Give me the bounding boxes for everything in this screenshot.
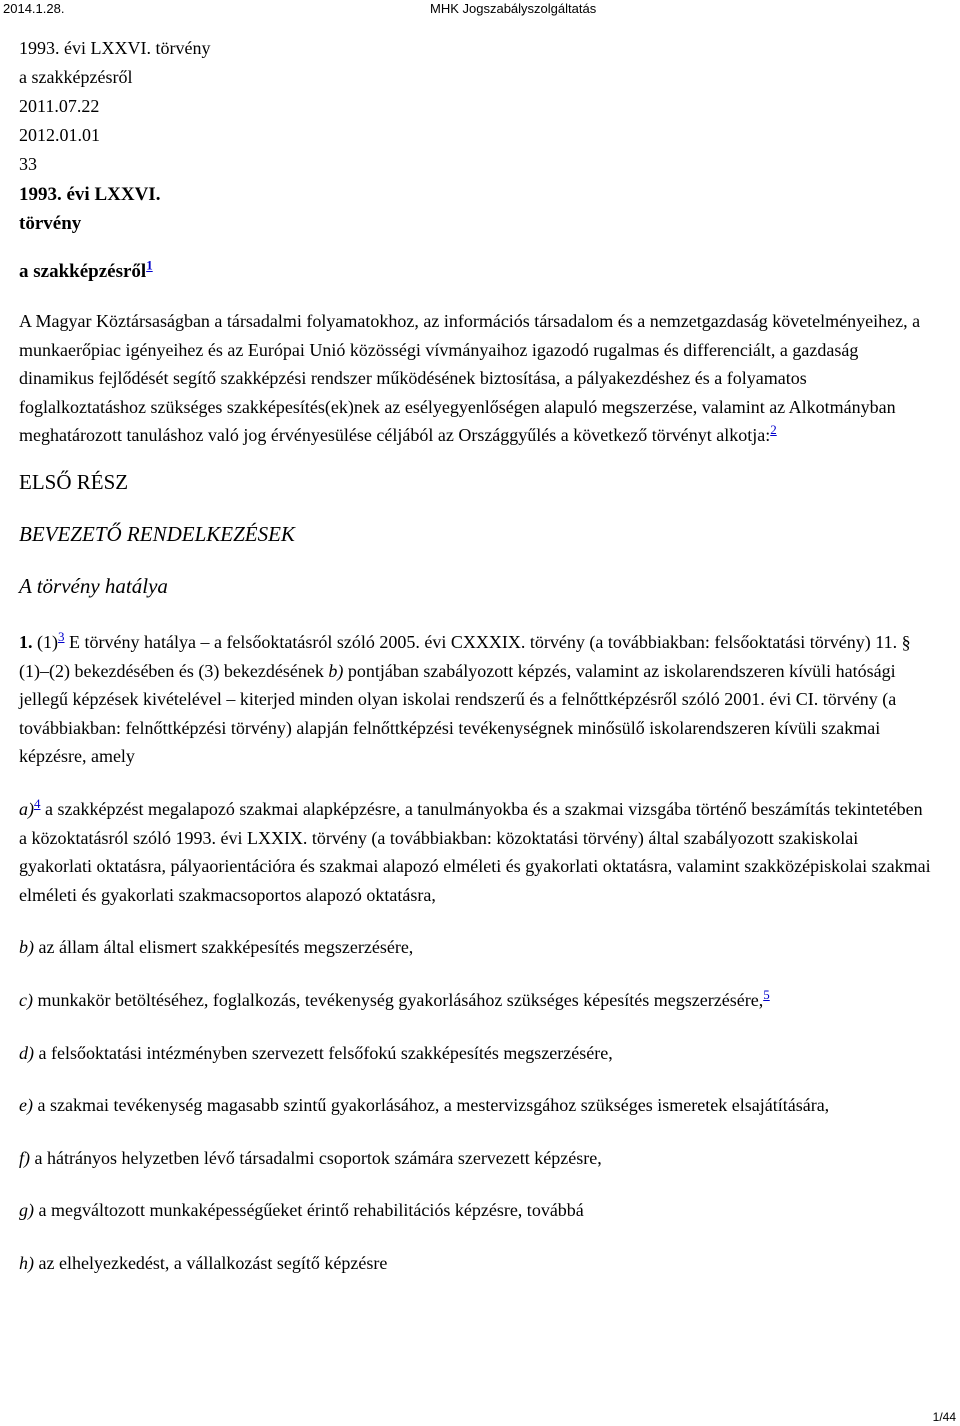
item-text: az elhelyezkedést, a vállalkozást segítő képzésre (34, 1252, 388, 1273)
section-title: A törvény hatálya (19, 573, 168, 598)
subsection-number: (1) (37, 631, 58, 652)
item-text: a szakképzést megalapozó szakmai alapképzésre, a tanulmányokba és a szakmai vizsgába történő beszámítás tekintetében a közoktatásról szóló 1993. évi LXXIX. törvény (a továbbiakban: közoktatási törvény) által szabályozott szakiskolai gyakorlati oktatásra, pályaorientációra és szakmai alapozó elméleti és gyakorlati oktatásra, valamint szakközépiskolai szakmai elméleti és gyakorlati szakmacsoportos alapozó oktatásra, (19, 798, 931, 905)
document-meta (19, 34, 934, 179)
preamble-text: A Magyar Köztársaságban a társadalmi folyamatokhoz, az információs társadalom és a nemzetgazdaság követelményeihez, a munkaerőpiac igényeihez és az Európai Unió közösségi vívmányaihoz igazodó rugalmas és differenciált, a gazdaság dinamikus fejlődését segítő szakképzési rendszer működésének biztosítása, a pályakezdéshez és a folyamatos foglalkoztatáshoz szükséges szakképesítés(ek)nek az esélyegyenlőségen alapuló megszerzése, valamint az Alkotmányban meghatározott tanuláshoz való jog érvényesülése céljából az Országgyűlés a következő törvényt alkotja: (19, 311, 921, 446)
meta-date-from: 2011.07.22 (19, 96, 100, 116)
section-1-text-a: E törvény hatálya – a felsőoktatásról szóló 2005. évi CXXXIX. törvény (a továbbiakban: felsőoktatási törvény) 11. § (1)–(2) bekezdésében és (3) bekezdésének (19, 631, 911, 681)
item-text: a szakmai tevékenység magasabb szintű gyakorlásához, a mestervizsgához szükséges ismeretek elsajátítására, (32, 1095, 830, 1116)
page-number: 1/44 (932, 1410, 956, 1424)
list-item (19, 1091, 934, 1120)
item-text: az állam által elismert szakképesítés megszerzésére, (34, 937, 414, 958)
item-label: g) (19, 1200, 34, 1221)
item-label: d) (19, 1042, 34, 1063)
meta-date-to: 2012.01.01 (19, 125, 100, 145)
footnote-link[interactable]: 4 (34, 795, 41, 811)
meta-subtitle: a szakképzésről (19, 67, 133, 87)
item-label: a) (19, 798, 34, 819)
list-item (19, 1144, 934, 1173)
act-title-line2: törvény (19, 213, 82, 234)
list-item (19, 795, 934, 909)
act-subtitle-text: a szakképzésről (19, 261, 147, 282)
act-title-line1: 1993. évi LXXVI. (19, 184, 161, 205)
item-text: a felsőoktatási intézményben szervezett felsőfokú szakképesítés megszerzésére, (34, 1042, 613, 1063)
act-title (19, 180, 934, 238)
item-label: e) (19, 1095, 33, 1116)
part-title: ELSŐ RÉSZ (19, 469, 129, 494)
item-label: f) (19, 1147, 30, 1168)
footnote-link[interactable]: 3 (58, 628, 65, 644)
list-item (19, 1039, 934, 1068)
meta-title: 1993. évi LXXVI. törvény (19, 38, 211, 58)
item-label: b) (19, 937, 34, 958)
section-1-text-c: pontjában szabályozott képzés, valamint az iskolarendszeren kívüli hatósági jellegű képzések kivételével – kiterjed minden olyan iskolai rendszerű és a felnőttképzésről szóló 2001. évi CI. törvény (a továbbiakban: felnőttképzési törvény) alapján felnőttképzési tevékenységnek minősülő iskolarendszeren kívüli szakmai képzésre, amely (19, 660, 897, 767)
list-item (19, 1196, 934, 1225)
site-name: MHK Jogszabályszolgáltatás (430, 1, 597, 16)
list-item (19, 933, 934, 962)
list-item (19, 986, 934, 1015)
section-1-paragraph (19, 628, 934, 771)
print-date: 2014.1.28. (3, 1, 65, 16)
list-item (19, 1249, 934, 1278)
item-list (19, 795, 934, 1278)
print-header (0, 0, 960, 20)
document-body (19, 34, 934, 1277)
section-number: 1. (19, 631, 33, 652)
item-text: munkakör betöltéséhez, foglalkozás, tevékenység gyakorlásához szükséges képesítés megszerzésére, (32, 989, 764, 1010)
footnote-link[interactable]: 2 (770, 422, 777, 438)
item-text: a hátrányos helyzetben lévő társadalmi csoportok számára szervezett képzésre, (30, 1147, 602, 1168)
footnote-link[interactable]: 1 (146, 257, 153, 273)
act-subtitle (19, 257, 934, 286)
item-text: a megváltozott munkaképességűeket érintő rehabilitációs képzésre, továbbá (34, 1200, 584, 1221)
chapter-title: BEVEZETŐ RENDELKEZÉSEK (19, 521, 295, 546)
section-1-point-ref: b) (328, 660, 344, 681)
item-label: c) (19, 989, 33, 1010)
item-label: h) (19, 1252, 34, 1273)
meta-number: 33 (19, 154, 37, 174)
preamble (19, 307, 934, 450)
footnote-link[interactable]: 5 (763, 986, 770, 1002)
